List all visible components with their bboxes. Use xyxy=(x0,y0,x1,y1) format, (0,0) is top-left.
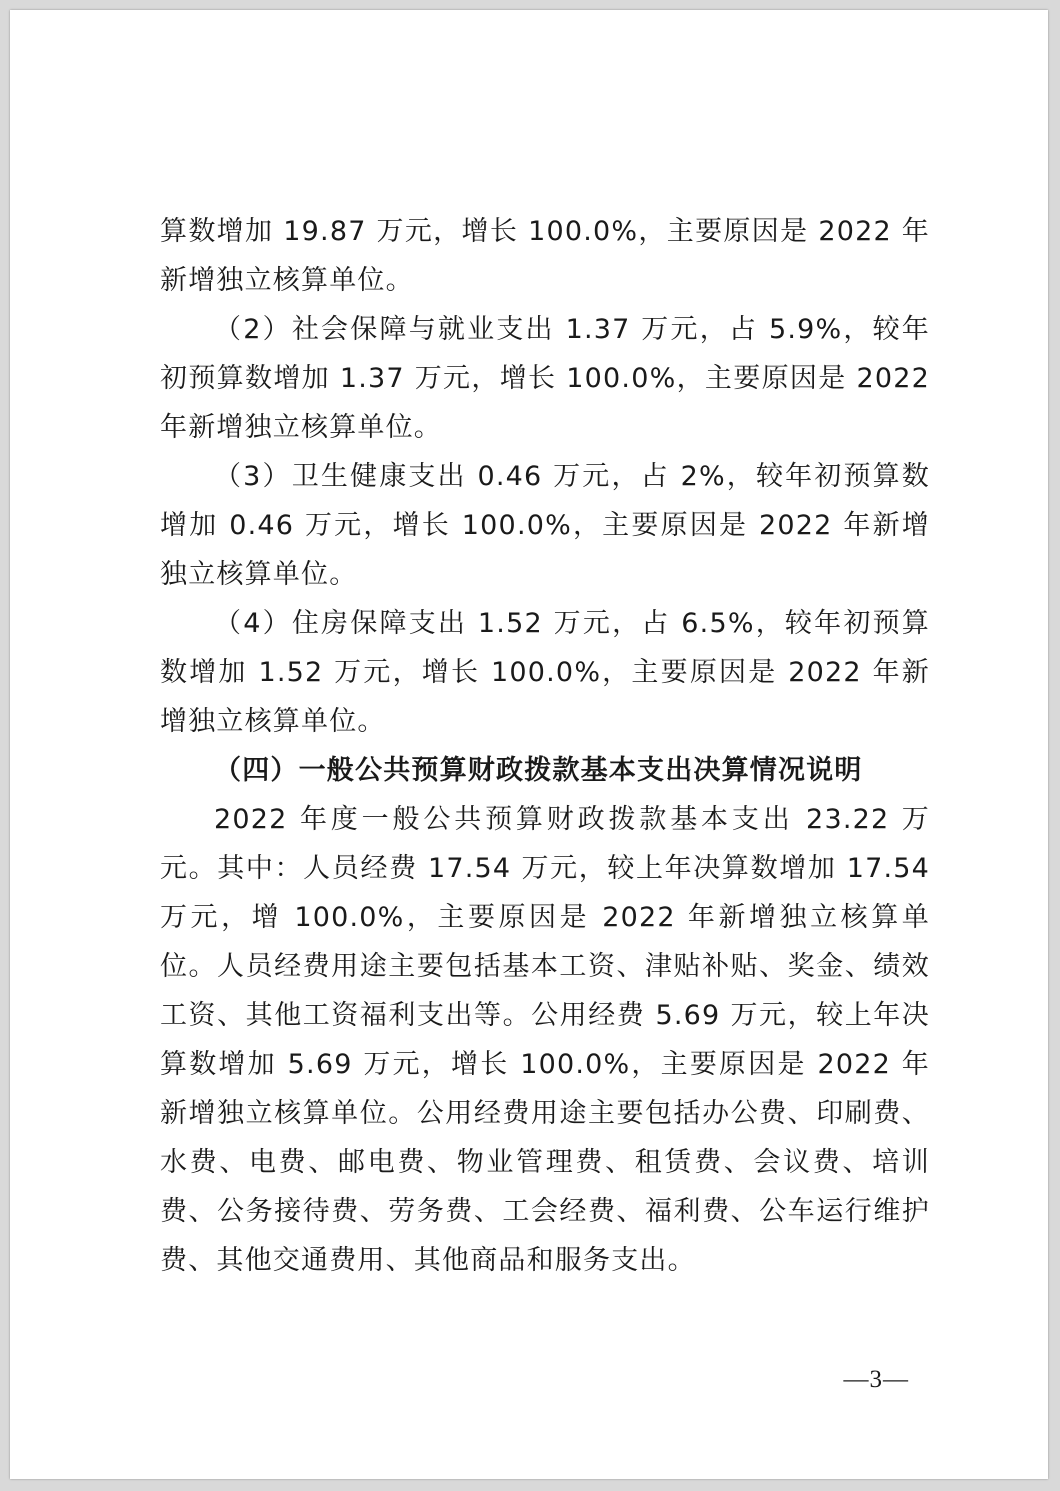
page-number: —3— xyxy=(843,1366,909,1393)
section-heading-basic-expenditure: （四）一般公共预算财政拨款基本支出决算情况说明 xyxy=(214,755,863,786)
paragraph-social-security: （2）社会保障与就业支出 1.37 万元，占 5.9%，较年初预算数增加 1.37 万元，增长 100.0%，主要原因是 2022 年新增独立核算单位。 xyxy=(160,314,930,443)
paragraph-health: （3）卫生健康支出 0.46 万元，占 2%，较年初预算数增加 0.46 万元，增长 100.0%，主要原因是 2022 年新增独立核算单位。 xyxy=(160,461,930,590)
paragraph-housing: （4）住房保障支出 1.52 万元，占 6.5%，较年初预算数增加 1.52 万元，增长 100.0%，主要原因是 2022 年新增独立核算单位。 xyxy=(160,608,930,737)
document-page xyxy=(10,10,1048,1479)
document-body xyxy=(160,207,930,1285)
paragraph-basic-expenditure: 2022 年度一般公共预算财政拨款基本支出 23.22 万元。其中：人员经费 17.54 万元，较上年决算数增加 17.54 万元，增 100.0%，主要原因是 2022 年新增独立核算单位。人员经费用途主要包括基本工资、津贴补贴、奖金、绩效工资、其他工资福利支出等。公用经费 5.69 万元，较上年决算数增加 5.69 万元，增长 100.0%，主要原因是 2022 年新增独立核算单位。公用经费用途主要包括办公费、印刷费、水费、电费、邮电费、物业管理费、租赁费、会议费、培训费、公务接待费、劳务费、工会经费、福利费、公车运行维护费、其他交通费用、其他商品和服务支出。 xyxy=(160,804,930,1276)
paragraph-continuation-general-public: 算数增加 19.87 万元，增长 100.0%，主要原因是 2022 年新增独立核算单位。 xyxy=(160,216,930,296)
